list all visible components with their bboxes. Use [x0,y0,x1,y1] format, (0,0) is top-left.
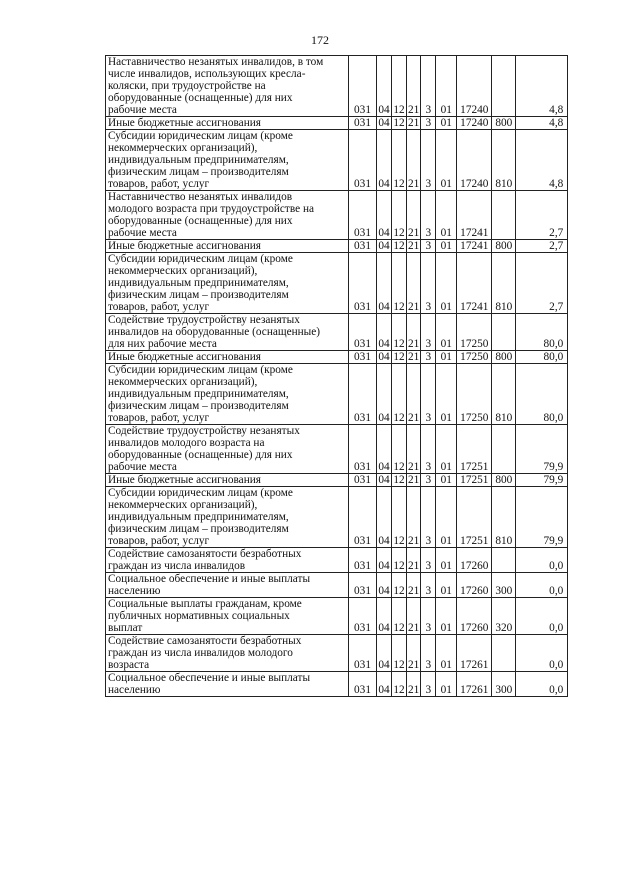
row-subsection-code: 12 [393,240,405,252]
row-subsection-code: 12 [392,314,407,351]
row-name: Иные бюджетные ассигнования [106,240,349,253]
row-amount: 0,0 [516,573,568,598]
row-name: Наставничество незанятых инвалидов, в том числе инвалидов, использующих кресла- коляски, при трудоустройстве на оборудованные (оснащенные) для них рабочие места [106,56,349,117]
row-expense-type-code: 300 [492,672,516,697]
row-ved-code: 031 [349,425,377,474]
row-expense-type-code [492,425,516,474]
row-event-code: 01 [436,240,457,253]
row-direction-code: 17240 [457,117,492,130]
row-section-code: 04 [377,191,392,240]
table-row [106,474,568,487]
row-name: Содействие самозанятости безработных граждан из числа инвалидов молодого возраста [106,635,349,672]
row-amount: 79,9 [516,474,568,487]
row-expense-type-code: 800 [492,474,516,487]
row-ved-code: 031 [349,364,377,425]
table-row [106,130,568,191]
row-subsection-code: 12 [393,351,405,363]
row-section-code: 04 [378,351,390,363]
row-name: Субсидии юридическим лицам (кроме некоммерческих организаций), индивидуальным предпринимателям, физическим лицам – производителям товаров, работ, услуг [106,130,349,191]
row-subsection-code: 12 [392,672,407,697]
row-section-code: 04 [378,117,390,129]
table-row [106,351,568,364]
row-subsection-code: 12 [392,56,407,117]
row-subprogram-code: 3 [421,56,436,117]
row-expense-type-code: 810 [492,487,516,548]
table-row [106,672,568,697]
row-section-code: 04 [377,487,392,548]
row-event-code: 01 [436,635,457,672]
row-subprogram-code: 3 [421,425,436,474]
row-event-code: 01 [436,253,457,314]
row-amount: 0,0 [516,598,568,635]
row-name: Социальное обеспечение и иные выплаты населению [106,573,349,598]
row-section-code: 04 [377,364,392,425]
row-program-code: 21 [408,351,420,363]
row-subprogram-code: 3 [421,474,436,487]
row-expense-type-code: 810 [492,130,516,191]
row-program-code: 21 [408,474,420,486]
row-subprogram-code: 3 [421,672,436,697]
row-event-code: 01 [436,425,457,474]
budget-table-body [106,56,568,697]
row-subprogram-code: 3 [421,130,436,191]
row-expense-type-code [492,56,516,117]
row-program-code: 21 [407,314,421,351]
row-direction-code: 17250 [457,351,492,364]
row-amount: 80,0 [516,351,568,364]
table-row [106,573,568,598]
row-subsection-code: 12 [392,598,407,635]
row-direction-code: 17241 [457,240,492,253]
row-direction-code: 17251 [457,425,492,474]
row-direction-code: 17251 [457,474,492,487]
row-direction-code: 17250 [457,314,492,351]
row-program-code: 21 [407,598,421,635]
row-program-code: 21 [407,253,421,314]
row-name: Иные бюджетные ассигнования [106,474,349,487]
table-row [106,635,568,672]
table-row [106,56,568,117]
row-program-code: 21 [408,240,420,252]
row-section-code: 04 [377,314,392,351]
row-direction-code: 17260 [457,598,492,635]
row-subprogram-code: 3 [421,573,436,598]
row-ved-code: 031 [349,598,377,635]
row-program-code: 21 [407,130,421,191]
row-section-code: 04 [377,425,392,474]
row-name: Социальное обеспечение и иные выплаты населению [106,672,349,697]
row-section-code: 04 [377,548,392,573]
row-event-code: 01 [436,117,457,130]
page-number: 172 [311,33,329,47]
row-ved-code: 031 [349,548,377,573]
row-ved-code: 031 [349,487,377,548]
row-event-code: 01 [436,364,457,425]
row-amount: 0,0 [516,672,568,697]
row-program-code: 21 [407,548,421,573]
row-event-code: 01 [436,351,457,364]
row-event-code: 01 [436,314,457,351]
row-amount: 0,0 [516,548,568,573]
row-amount: 2,7 [516,253,568,314]
row-ved-code: 031 [349,56,377,117]
row-subsection-code: 12 [392,487,407,548]
row-direction-code: 17241 [457,253,492,314]
row-event-code: 01 [436,573,457,598]
row-ved-code: 031 [349,191,377,240]
row-expense-type-code: 800 [492,240,516,253]
row-ved-code: 031 [349,314,377,351]
row-amount: 2,7 [516,240,568,253]
row-expense-type-code: 320 [492,598,516,635]
row-direction-code: 17251 [457,487,492,548]
row-subprogram-code: 3 [421,117,436,130]
row-event-code: 01 [436,672,457,697]
row-expense-type-code: 810 [492,364,516,425]
row-section-code: 04 [377,672,392,697]
row-ved-code: 031 [349,240,377,253]
row-event-code: 01 [436,598,457,635]
row-direction-code: 17260 [457,573,492,598]
row-subprogram-code: 3 [421,314,436,351]
row-name: Содействие трудоустройству незанятых инвалидов на оборудованные (оснащенные) для них рабочие места [106,314,349,351]
row-name: Иные бюджетные ассигнования [106,117,349,130]
row-expense-type-code: 800 [492,351,516,364]
row-amount: 2,7 [516,191,568,240]
row-event-code: 01 [436,130,457,191]
row-event-code: 01 [436,474,457,487]
row-subsection-code: 12 [392,253,407,314]
row-amount: 4,8 [516,117,568,130]
row-ved-code: 031 [349,351,377,364]
table-row [106,598,568,635]
row-direction-code: 17240 [457,56,492,117]
row-ved-code: 031 [349,253,377,314]
table-row [106,548,568,573]
table-row [106,240,568,253]
row-event-code: 01 [436,548,457,573]
row-subprogram-code: 3 [421,191,436,240]
row-direction-code: 17260 [457,548,492,573]
row-subprogram-code: 3 [421,548,436,573]
row-subprogram-code: 3 [421,598,436,635]
row-expense-type-code [492,548,516,573]
row-expense-type-code: 810 [492,253,516,314]
row-name: Содействие самозанятости безработных граждан из числа инвалидов [106,548,349,573]
row-name: Иные бюджетные ассигнования [106,351,349,364]
row-subsection-code: 12 [392,425,407,474]
row-event-code: 01 [436,56,457,117]
row-expense-type-code: 800 [492,117,516,130]
row-subsection-code: 12 [392,364,407,425]
row-ved-code: 031 [349,474,377,487]
row-direction-code: 17261 [457,672,492,697]
budget-table [105,55,568,697]
row-event-code: 01 [436,487,457,548]
row-subprogram-code: 3 [421,253,436,314]
row-subsection-code: 12 [393,474,405,486]
row-program-code: 21 [407,635,421,672]
row-expense-type-code [492,191,516,240]
row-subsection-code: 12 [392,573,407,598]
row-program-code: 21 [407,191,421,240]
row-program-code: 21 [407,573,421,598]
row-name: Наставничество незанятых инвалидов молодого возраста при трудоустройстве на оборудованные (оснащенные) для них рабочие места [106,191,349,240]
table-row [106,487,568,548]
row-event-code: 01 [436,191,457,240]
table-row [106,117,568,130]
row-ved-code: 031 [349,635,377,672]
row-section-code: 04 [377,573,392,598]
row-name: Субсидии юридическим лицам (кроме некоммерческих организаций), индивидуальным предпринимателям, физическим лицам – производителям товаров, работ, услуг [106,487,349,548]
row-section-code: 04 [377,253,392,314]
row-ved-code: 031 [349,130,377,191]
row-program-code: 21 [407,364,421,425]
row-subprogram-code: 3 [421,351,436,364]
row-subsection-code: 12 [392,548,407,573]
row-subprogram-code: 3 [421,487,436,548]
row-subprogram-code: 3 [421,240,436,253]
row-program-code: 21 [407,425,421,474]
row-direction-code: 17261 [457,635,492,672]
row-expense-type-code: 300 [492,573,516,598]
row-amount: 0,0 [516,635,568,672]
row-section-code: 04 [378,240,390,252]
row-program-code: 21 [408,117,420,129]
row-subprogram-code: 3 [421,635,436,672]
row-name: Субсидии юридическим лицам (кроме некоммерческих организаций), индивидуальным предпринимателям, физическим лицам – производителям товаров, работ, услуг [106,364,349,425]
row-direction-code: 17241 [457,191,492,240]
table-row [106,253,568,314]
row-section-code: 04 [377,130,392,191]
row-amount: 4,8 [516,56,568,117]
row-program-code: 21 [407,487,421,548]
row-section-code: 04 [377,635,392,672]
row-name: Социальные выплаты гражданам, кроме публичных нормативных социальных выплат [106,598,349,635]
row-subprogram-code: 3 [421,364,436,425]
row-direction-code: 17250 [457,364,492,425]
row-amount: 4,8 [516,130,568,191]
table-row [106,314,568,351]
row-expense-type-code [492,314,516,351]
row-section-code: 04 [377,56,392,117]
row-subsection-code: 12 [392,635,407,672]
table-row [106,425,568,474]
row-subsection-code: 12 [392,191,407,240]
row-expense-type-code [492,635,516,672]
row-name: Субсидии юридическим лицам (кроме некоммерческих организаций), индивидуальным предпринимателям, физическим лицам – производителям товаров, работ, услуг [106,253,349,314]
row-ved-code: 031 [349,672,377,697]
row-program-code: 21 [407,672,421,697]
row-ved-code: 031 [349,573,377,598]
row-program-code: 21 [407,56,421,117]
row-section-code: 04 [377,598,392,635]
table-row [106,191,568,240]
table-row [106,364,568,425]
row-amount: 79,9 [516,425,568,474]
row-amount: 80,0 [516,314,568,351]
row-subsection-code: 12 [392,130,407,191]
row-section-code: 04 [378,474,390,486]
row-name: Содействие трудоустройству незанятых инвалидов молодого возраста на оборудованные (оснащенные) для них рабочие места [106,425,349,474]
row-amount: 79,9 [516,487,568,548]
row-amount: 80,0 [516,364,568,425]
row-ved-code: 031 [349,117,377,130]
row-direction-code: 17240 [457,130,492,191]
row-subsection-code: 12 [393,117,405,129]
